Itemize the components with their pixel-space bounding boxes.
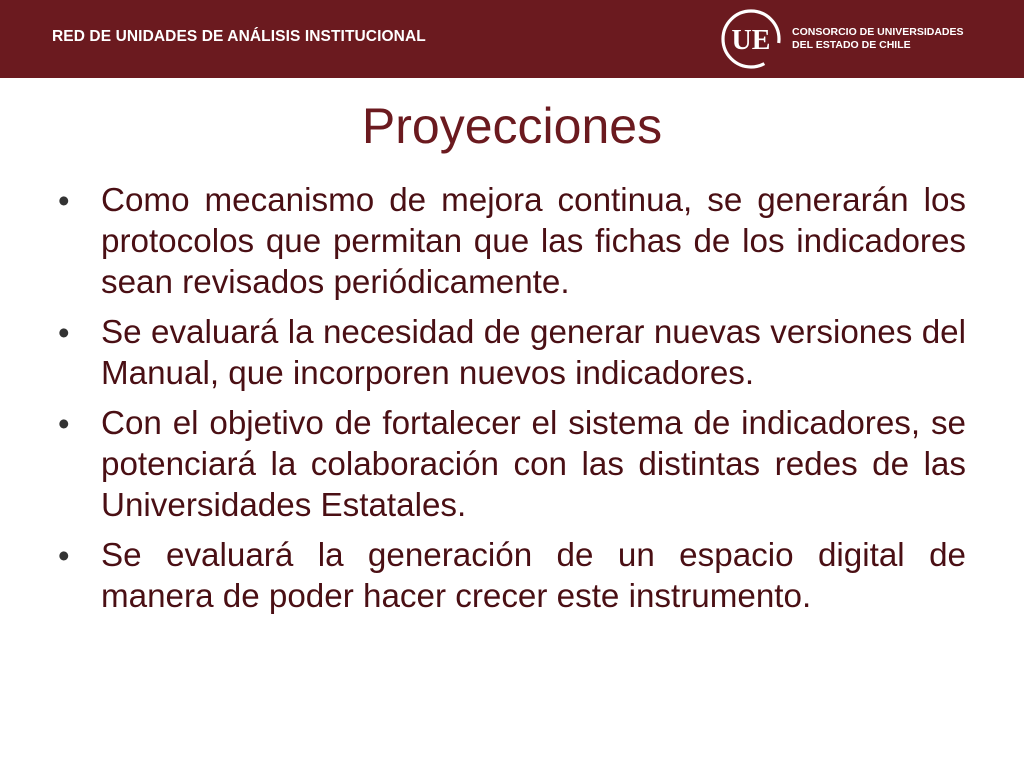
bullet-dot-icon: • xyxy=(58,405,70,442)
bullet-item xyxy=(56,535,966,617)
header-title: RED DE UNIDADES DE ANÁLISIS INSTITUCIONAL xyxy=(52,28,426,45)
logo-line-1: CONSORCIO DE UNIVERSIDADES xyxy=(792,26,964,38)
bullet-text: Se evaluará la generación de un espacio digital de manera de poder hacer crecer este instrumento. xyxy=(101,537,966,615)
bullet-text: Se evaluará la necesidad de generar nuevas versiones del Manual, que incorporen nuevos indicadores. xyxy=(101,314,966,392)
consortium-logo xyxy=(718,6,988,72)
ue-circle-logo-icon xyxy=(718,6,784,72)
bullet-item xyxy=(56,312,966,394)
bullet-item xyxy=(56,180,966,303)
header-bar xyxy=(0,0,1024,78)
bullet-dot-icon: • xyxy=(58,314,70,351)
logo-mark-text: UE xyxy=(731,25,771,56)
bullet-list xyxy=(56,180,966,626)
logo-line-2: DEL ESTADO DE CHILE xyxy=(792,39,911,51)
bullet-item xyxy=(56,403,966,526)
bullet-dot-icon: • xyxy=(58,537,70,574)
bullet-text: Con el objetivo de fortalecer el sistema de indicadores, se potenciará la colaboración con las distintas redes de las Universidades Estatales. xyxy=(101,405,966,524)
logo-text xyxy=(792,26,964,52)
page-title: Proyecciones xyxy=(361,98,663,154)
bullet-text: Como mecanismo de mejora continua, se generarán los protocolos que permitan que las fichas de los indicadores sean revisados periódicamente. xyxy=(101,182,966,301)
bullet-dot-icon: • xyxy=(58,182,70,219)
